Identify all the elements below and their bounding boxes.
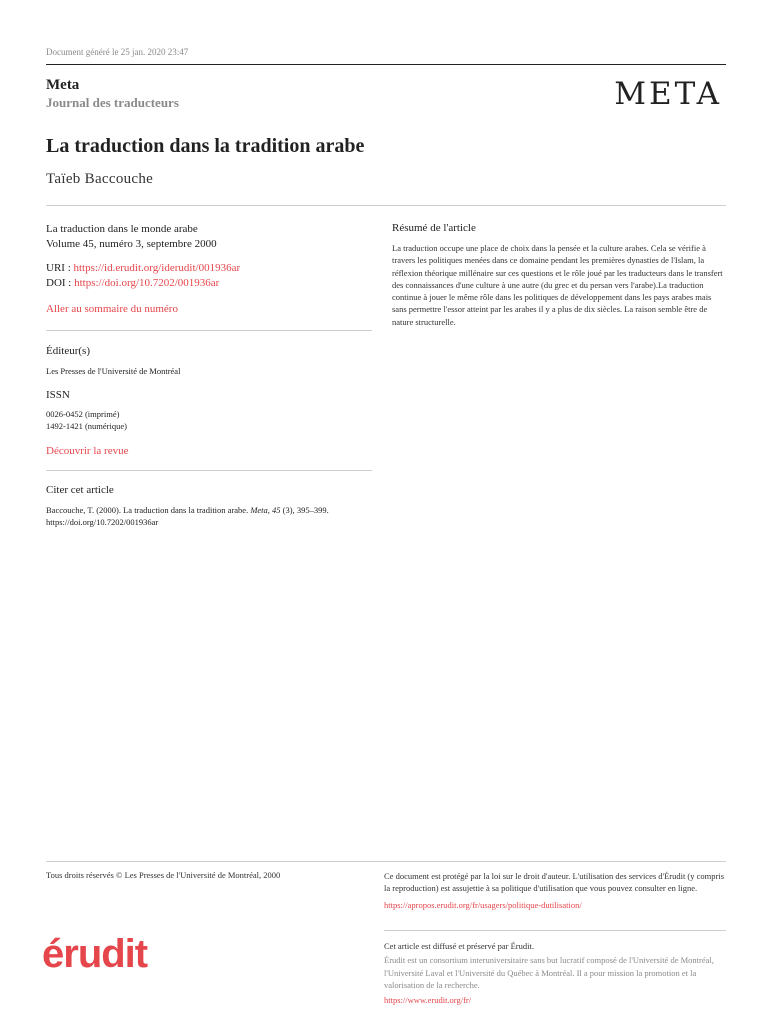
publisher-heading: Éditeur(s) — [46, 345, 90, 357]
summary-link[interactable]: Aller au sommaire du numéro — [46, 303, 178, 315]
article-author: Taïeb Baccouche — [46, 171, 154, 187]
issn-digital: 1492-1421 (numérique) — [46, 421, 127, 431]
cite-heading: Citer cet article — [46, 483, 114, 496]
article-title: La traduction dans la tradition arabe — [46, 135, 365, 157]
journal-subtitle: Journal des traducteurs — [46, 95, 179, 110]
issue-theme: La traduction dans le monde arabe — [46, 223, 198, 235]
abstract-column — [392, 222, 726, 328]
policy-link[interactable]: https://apropos.erudit.org/fr/usagers/politique-dutilisation/ — [384, 899, 582, 910]
uri-label: URI : — [46, 262, 74, 274]
abstract-heading: Résumé de l'article — [392, 222, 476, 234]
issn-heading: ISSN — [46, 388, 70, 401]
issue-volume: Volume 45, numéro 3, septembre 2000 — [46, 238, 217, 250]
citation-doi[interactable]: https://doi.org/10.7202/001936ar — [46, 517, 159, 527]
copyright-notice — [384, 870, 726, 911]
doi-line — [46, 276, 372, 291]
diffusion-title: Cet article est diffusé et préservé par Érudit. — [384, 941, 534, 951]
copyright-text: Ce document est protégé par la loi sur le droit d'auteur. L'utilisation des services d'Érudit (y compris la reproduction) est assujettie à sa politique d'utilisation que vous pouvez consulter en ligne. — [384, 871, 725, 894]
citation-pages: (3), 395–399. — [280, 504, 329, 515]
diffusion-text: Érudit est un consortium interuniversitaire sans but lucratif composé de l'Université de Montréal, l'Université Laval et l'Université du Québec à Montréal. Il a pour mission la promotion et la valorisation de la recherche. — [384, 955, 714, 990]
rights-notice: Tous droits réservés © Les Presses de l'Université de Montréal, 2000 — [46, 870, 281, 880]
uri-link[interactable]: https://id.erudit.org/iderudit/001936ar — [73, 262, 241, 274]
meta-logo: MΕTA — [614, 76, 722, 112]
header-divider — [46, 64, 726, 65]
diffusion-notice — [384, 940, 726, 1006]
article-info-column — [46, 222, 372, 529]
journal-name: Meta — [46, 77, 80, 93]
erudit-website-link[interactable]: https://www.erudit.org/fr/ — [384, 995, 472, 1006]
footer-divider — [46, 861, 726, 862]
citation-text — [46, 504, 372, 517]
doi-link[interactable]: https://doi.org/10.7202/001936ar — [74, 277, 220, 289]
title-divider — [46, 205, 726, 206]
citation-volume: , 45 — [267, 504, 281, 515]
publisher-name: Les Presses de l'Université de Montréal — [46, 366, 181, 376]
abstract-text: La traduction occupe une place de choix dans la pensée et la culture arabes. Cela se vérifie à travers les politiques menées dans ce domaine pendant les premières dynasties de l'Islam, la réflexion théorique millénaire sur ces questions et le rôle joué par les traducteurs dans le transfert des connaissances d'une culture à une autre (du grec et du persan vers l'arabe).La traduction continue à jouer le même rôle dans les politiques de développement dans les pays arabes mais sans permettre l'essor atteint par les arabes il y a plus de dix siècles. La raison semble être de nature structurelle. — [392, 243, 723, 327]
uri-line — [46, 261, 372, 276]
footer-divider-secondary — [384, 930, 726, 931]
discover-journal-link[interactable]: Découvrir la revue — [46, 444, 129, 457]
erudit-logo[interactable]: érudit — [42, 932, 148, 976]
doi-label: DOI : — [46, 277, 75, 289]
generated-date: Document généré le 25 jan. 2020 23:47 — [46, 47, 189, 57]
citation-journal: Meta — [250, 504, 268, 515]
issn-print: 0026-0452 (imprimé) — [46, 408, 120, 419]
citation-main: Baccouche, T. (2000). La traduction dans la tradition arabe. — [46, 504, 251, 515]
